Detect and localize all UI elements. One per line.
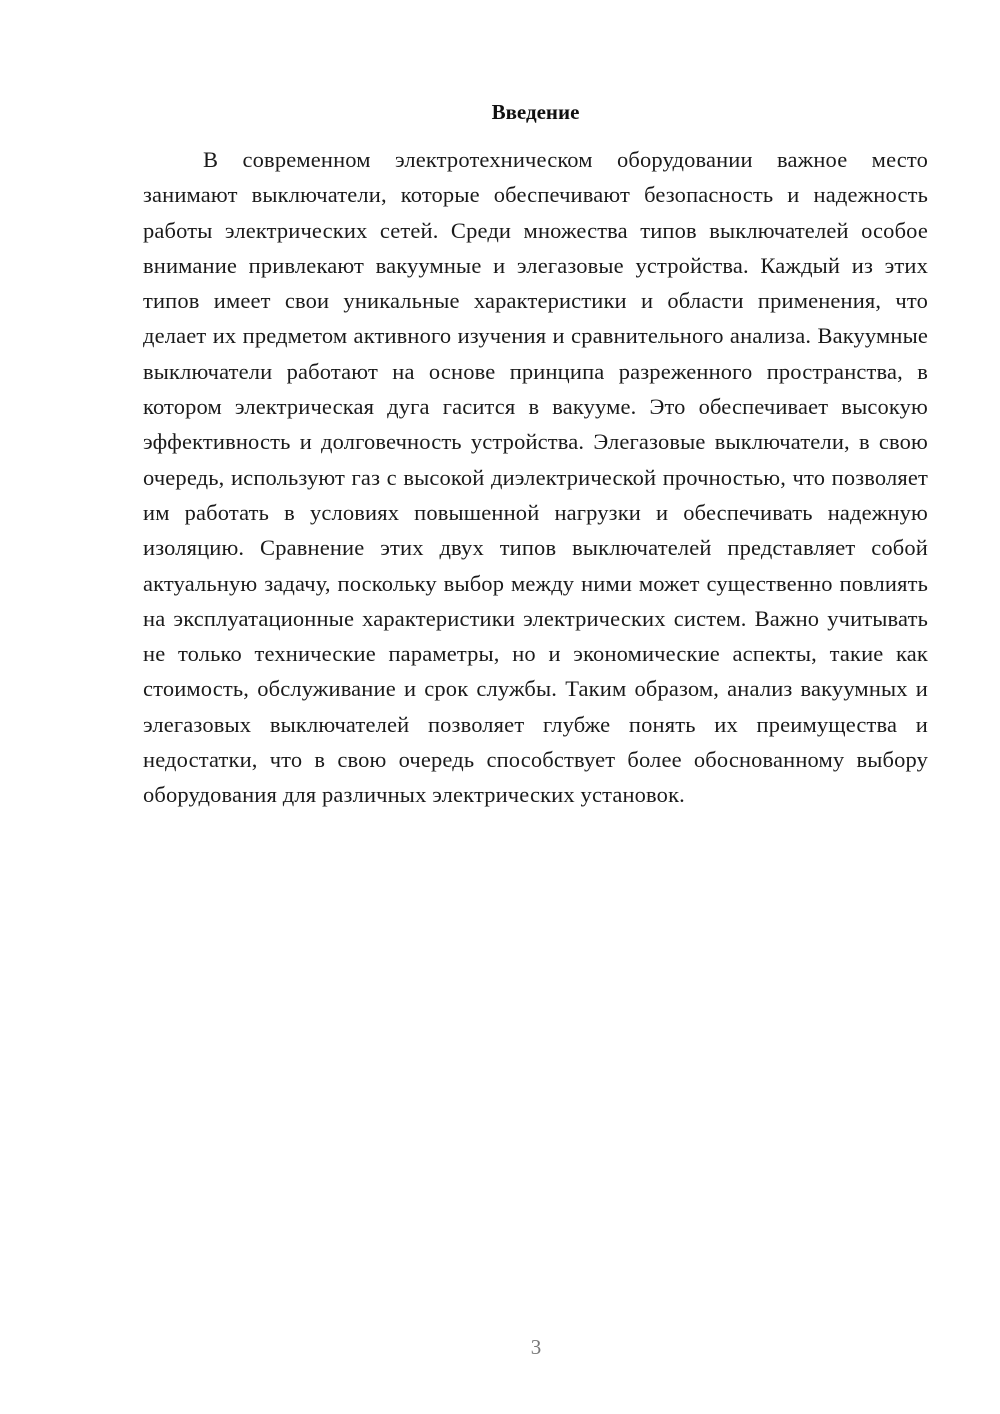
page-number: 3 [530,1335,542,1359]
section-heading: Введение [491,100,580,124]
body-paragraph: В современном электротехническом оборудовании важное место занимают выключатели, которые обеспечивают безопасность и надежность работы электрических сетей. Среди множества типов выключателей особое внимание привлекают вакуумные и элегазовые устройства. Каждый из этих типов имеет свои уникальные характеристики и области применения, что делает их предметом активного изучения и сравнительного анализа. Вакуумные выключатели работают на основе принципа разреженного пространства, в котором электрическая дуга гасится в вакууме. Это обеспечивает высокую эффективность и долговечность устройства. Элегазовые выключатели, в свою очередь, используют газ с высокой диэлектрической прочностью, что позволяет им работать в условиях повышенной нагрузки и обеспечивать надежную изоляцию. Сравнение этих двух типов выключателей представляет собой актуальную задачу, поскольку выбор между ними может существенно повлиять на эксплуатационные характеристики электрических систем. Важно учитывать не только технические параметры, но и экономические аспекты, такие как стоимость, обслуживание и срок службы. Таким образом, анализ вакуумных и элегазовых выключателей позволяет глубже понять их преимущества и недостатки, что в свою очередь способствует более обоснованному выбору оборудования для различных электрических установок. [143,147,928,808]
